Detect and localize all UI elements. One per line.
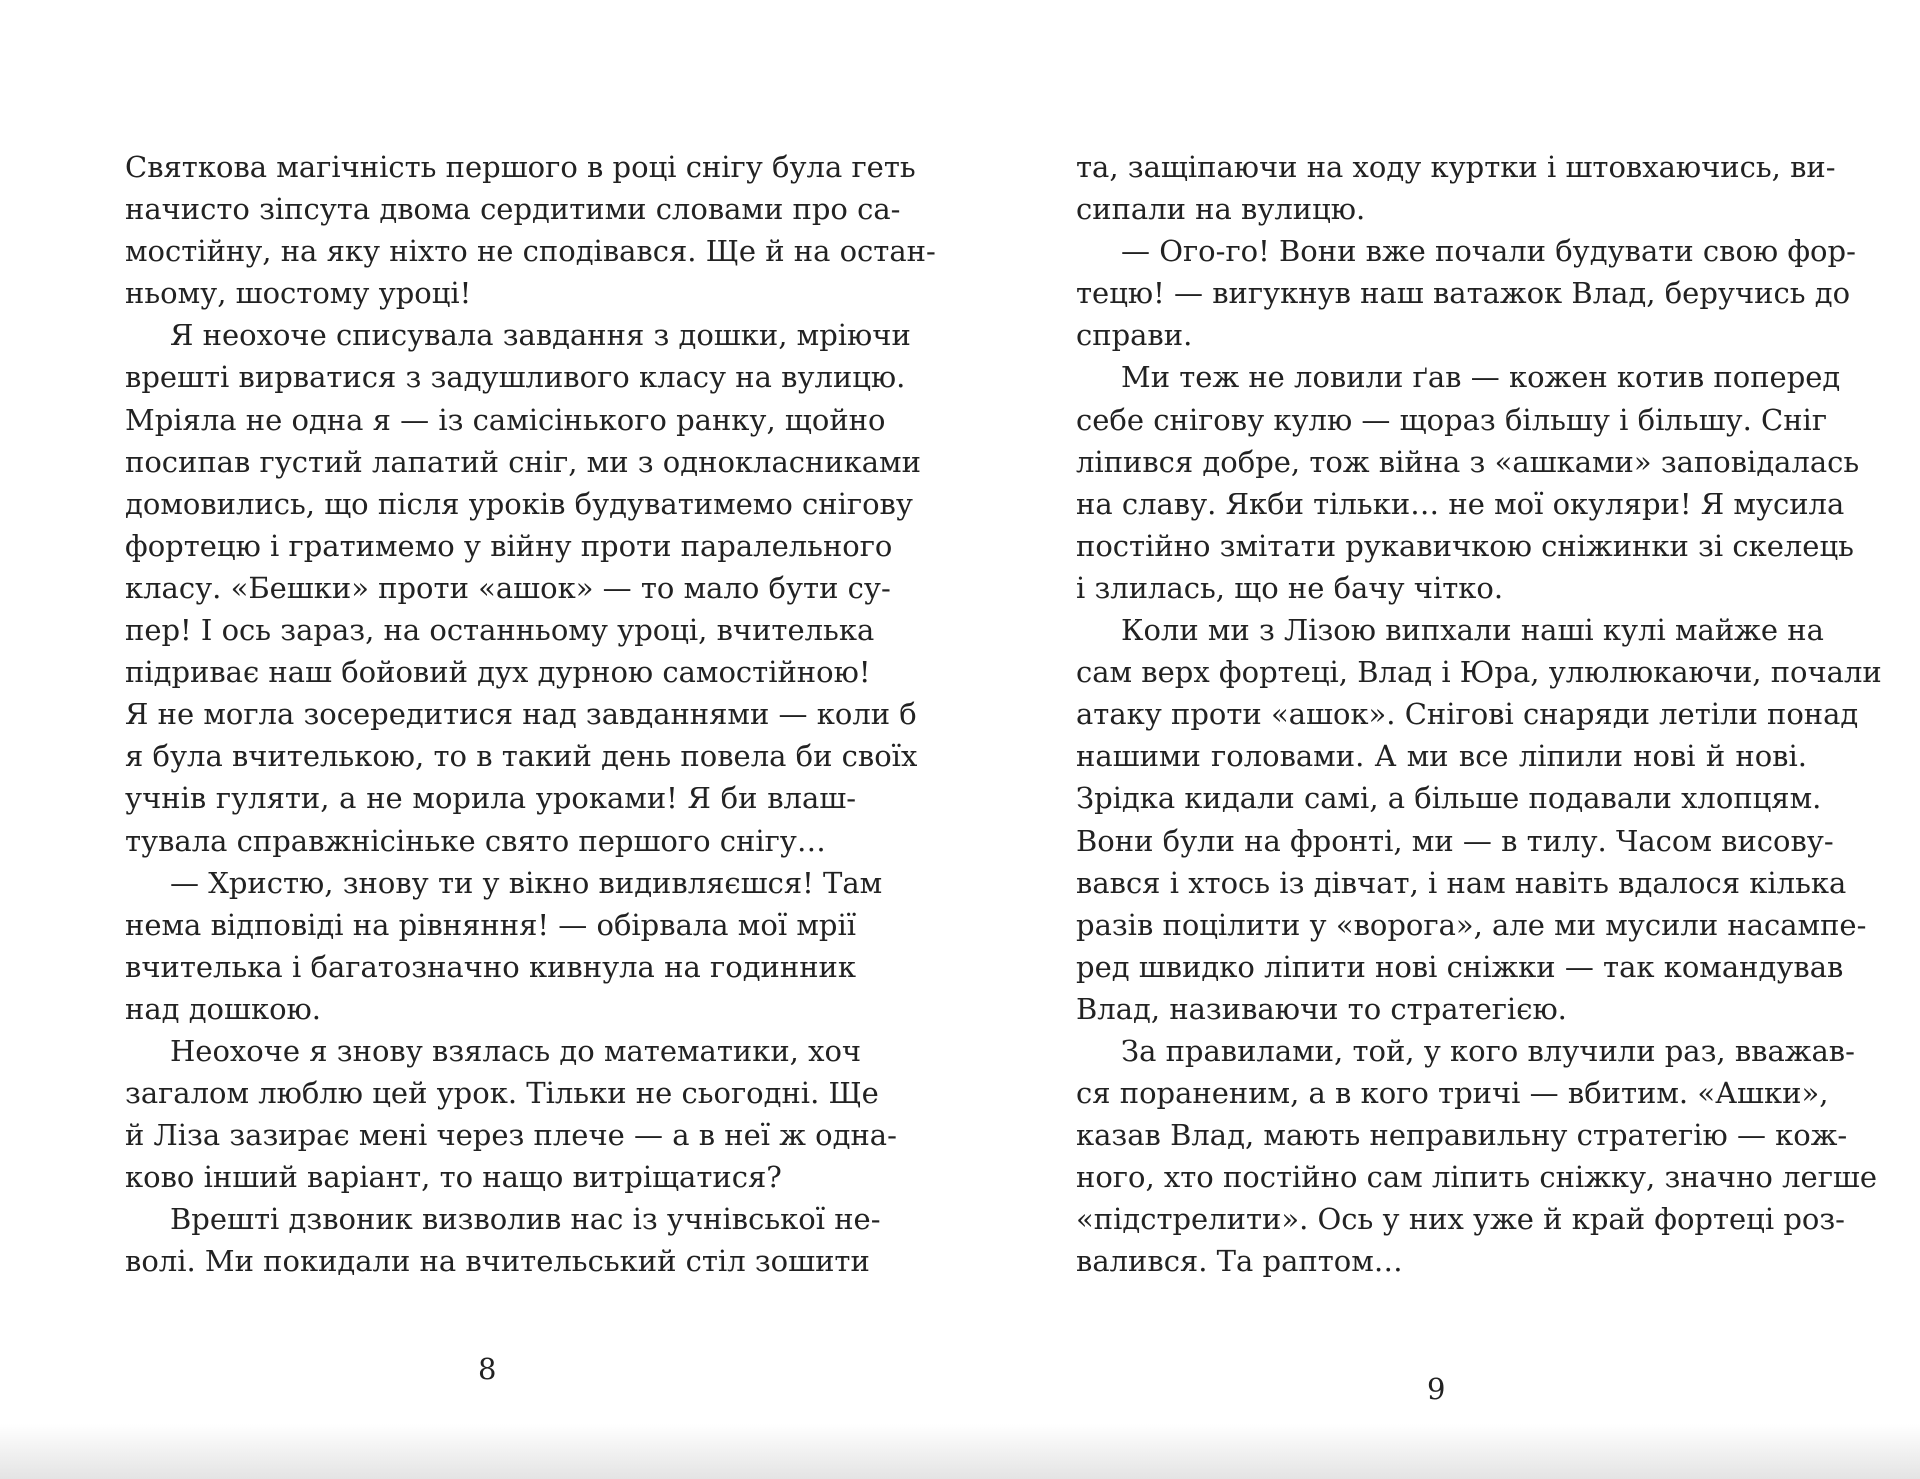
page-number-left: 8 — [478, 1352, 497, 1386]
text-line: я була вчителькою, то в такий день повела би своїх — [125, 739, 918, 774]
text-line: себе снігову кулю — щораз більшу і більшу. Сніг — [1076, 402, 1828, 437]
text-line: Я неохоче списувала завдання з дошки, мріючи — [170, 318, 911, 353]
text-line: й Ліза зазирає мені через плече — а в неї ж одна- — [125, 1118, 897, 1153]
text-line: разів поцілити у «ворога», але ми мусили насампе- — [1076, 907, 1867, 942]
text-line: ного, хто постійно сам ліпить сніжку, значно легше — [1076, 1160, 1878, 1195]
text-line: фортецю і гратимемо у війну проти паралельного — [125, 528, 893, 563]
text-line: начисто зіпсута двома сердитими словами про са- — [125, 192, 901, 227]
text-line: Зрідка кидали самі, а більше подавали хлопцям. — [1076, 781, 1822, 816]
text-line: посипав густий лапатий сніг, ми з однокласниками — [125, 444, 921, 479]
text-line: пер! І ось зараз, на останньому уроці, вчителька — [125, 613, 875, 648]
text-line: ньому, шостому уроці! — [125, 276, 472, 311]
page-number-right: 9 — [1427, 1372, 1446, 1406]
text-line: Святкова магічність першого в році снігу була геть — [125, 150, 916, 184]
text-line: мостійну, на яку ніхто не сподівався. Ще й на остан- — [125, 234, 936, 269]
text-line: ред швидко ліпити нові сніжки — так командував — [1076, 949, 1844, 984]
text-line: класу. «Бешки» проти «ашок» — то мало бути су- — [125, 570, 891, 605]
text-line: і злилась, що не бачу чітко. — [1076, 570, 1504, 605]
text-line: над дошкою. — [125, 991, 322, 1026]
text-line: Врешті дзвоник визволив нас із учнівської не- — [170, 1202, 881, 1237]
text-line: врешті вирватися з задушливого класу на вулицю. — [125, 360, 906, 395]
text-line: тувала справжнісіньке свято першого снігу… — [125, 823, 826, 858]
text-line: сипали на вулицю. — [1076, 192, 1366, 227]
text-line: тецю! — вигукнув наш ватажок Влад, беручись до — [1076, 276, 1851, 311]
text-line: загалом люблю цей урок. Тільки не сьогодні. Ще — [125, 1076, 879, 1111]
text-line: нема відповіді на рівняння! — обірвала мої мрії — [125, 907, 856, 942]
text-line: — Христю, знову ти у вікно видивляєшся! Там — [170, 865, 883, 900]
text-line: нашими головами. А ми все ліпили нові й нові. — [1076, 739, 1807, 774]
text-line: Влад, називаючи то стратегією. — [1076, 991, 1567, 1026]
page-bottom-shadow — [0, 1424, 1920, 1479]
text-line: За правилами, той, у кого влучили раз, вважав- — [1121, 1033, 1855, 1068]
text-line: ліпився добре, тож війна з «ашками» заповідалась — [1076, 444, 1860, 479]
text-line: волі. Ми покидали на вчительський стіл зошити — [125, 1244, 870, 1279]
text-line: постійно змітати рукавичкою сніжинки зі скелець — [1076, 528, 1854, 563]
text-line: казав Влад, мають неправильну стратегію — кож- — [1076, 1118, 1848, 1153]
text-line: валився. Та раптом… — [1076, 1244, 1403, 1279]
text-line: сам верх фортеці, Влад і Юра, улюлюкаючи, почали — [1076, 655, 1882, 690]
text-line: атаку проти «ашок». Снігові снаряди летіли понад — [1076, 697, 1859, 732]
text-line: Коли ми з Лізою випхали наші кулі майже на — [1121, 613, 1824, 648]
left-page-text — [125, 146, 936, 1283]
text-line: справи. — [1076, 318, 1193, 353]
text-line: ково інший варіант, то нащо витріщатися? — [125, 1160, 782, 1195]
text-line: Я не могла зосередитися над завданнями — коли б — [125, 697, 917, 732]
text-line: вався і хтось із дівчат, і нам навіть вдалося кілька — [1076, 865, 1847, 900]
text-line: Ми теж не ловили ґав — кожен котив поперед — [1121, 360, 1841, 395]
right-page-text — [1076, 146, 1882, 1283]
text-line: ся пораненим, а в кого тричі — вбитим. «Ашки», — [1076, 1076, 1829, 1111]
text-line: учнів гуляти, а не морила уроками! Я би влаш- — [125, 781, 856, 816]
text-line: Вони були на фронті, ми — в тилу. Часом висову- — [1076, 823, 1834, 858]
text-line: та, защіпаючи на ходу куртки і штовхаючись, ви- — [1076, 150, 1836, 184]
text-line: на славу. Якби тільки… не мої окуляри! Я мусила — [1076, 486, 1845, 521]
text-line: домовились, що після уроків будуватимемо снігову — [125, 486, 913, 521]
text-line: «підстрелити». Ось у них уже й край фортеці роз- — [1076, 1202, 1845, 1237]
text-line: — Ого-го! Вони вже почали будувати свою фор- — [1121, 234, 1856, 269]
text-line: Неохоче я знову взялась до математики, хоч — [170, 1033, 862, 1068]
text-line: підриває наш бойовий дух дурною самостійною! — [125, 655, 871, 690]
text-line: вчителька і багатозначно кивнула на годинник — [125, 949, 856, 984]
right-page — [960, 0, 1920, 1479]
text-line: Мріяла не одна я — із самісінького ранку, щойно — [125, 402, 886, 437]
